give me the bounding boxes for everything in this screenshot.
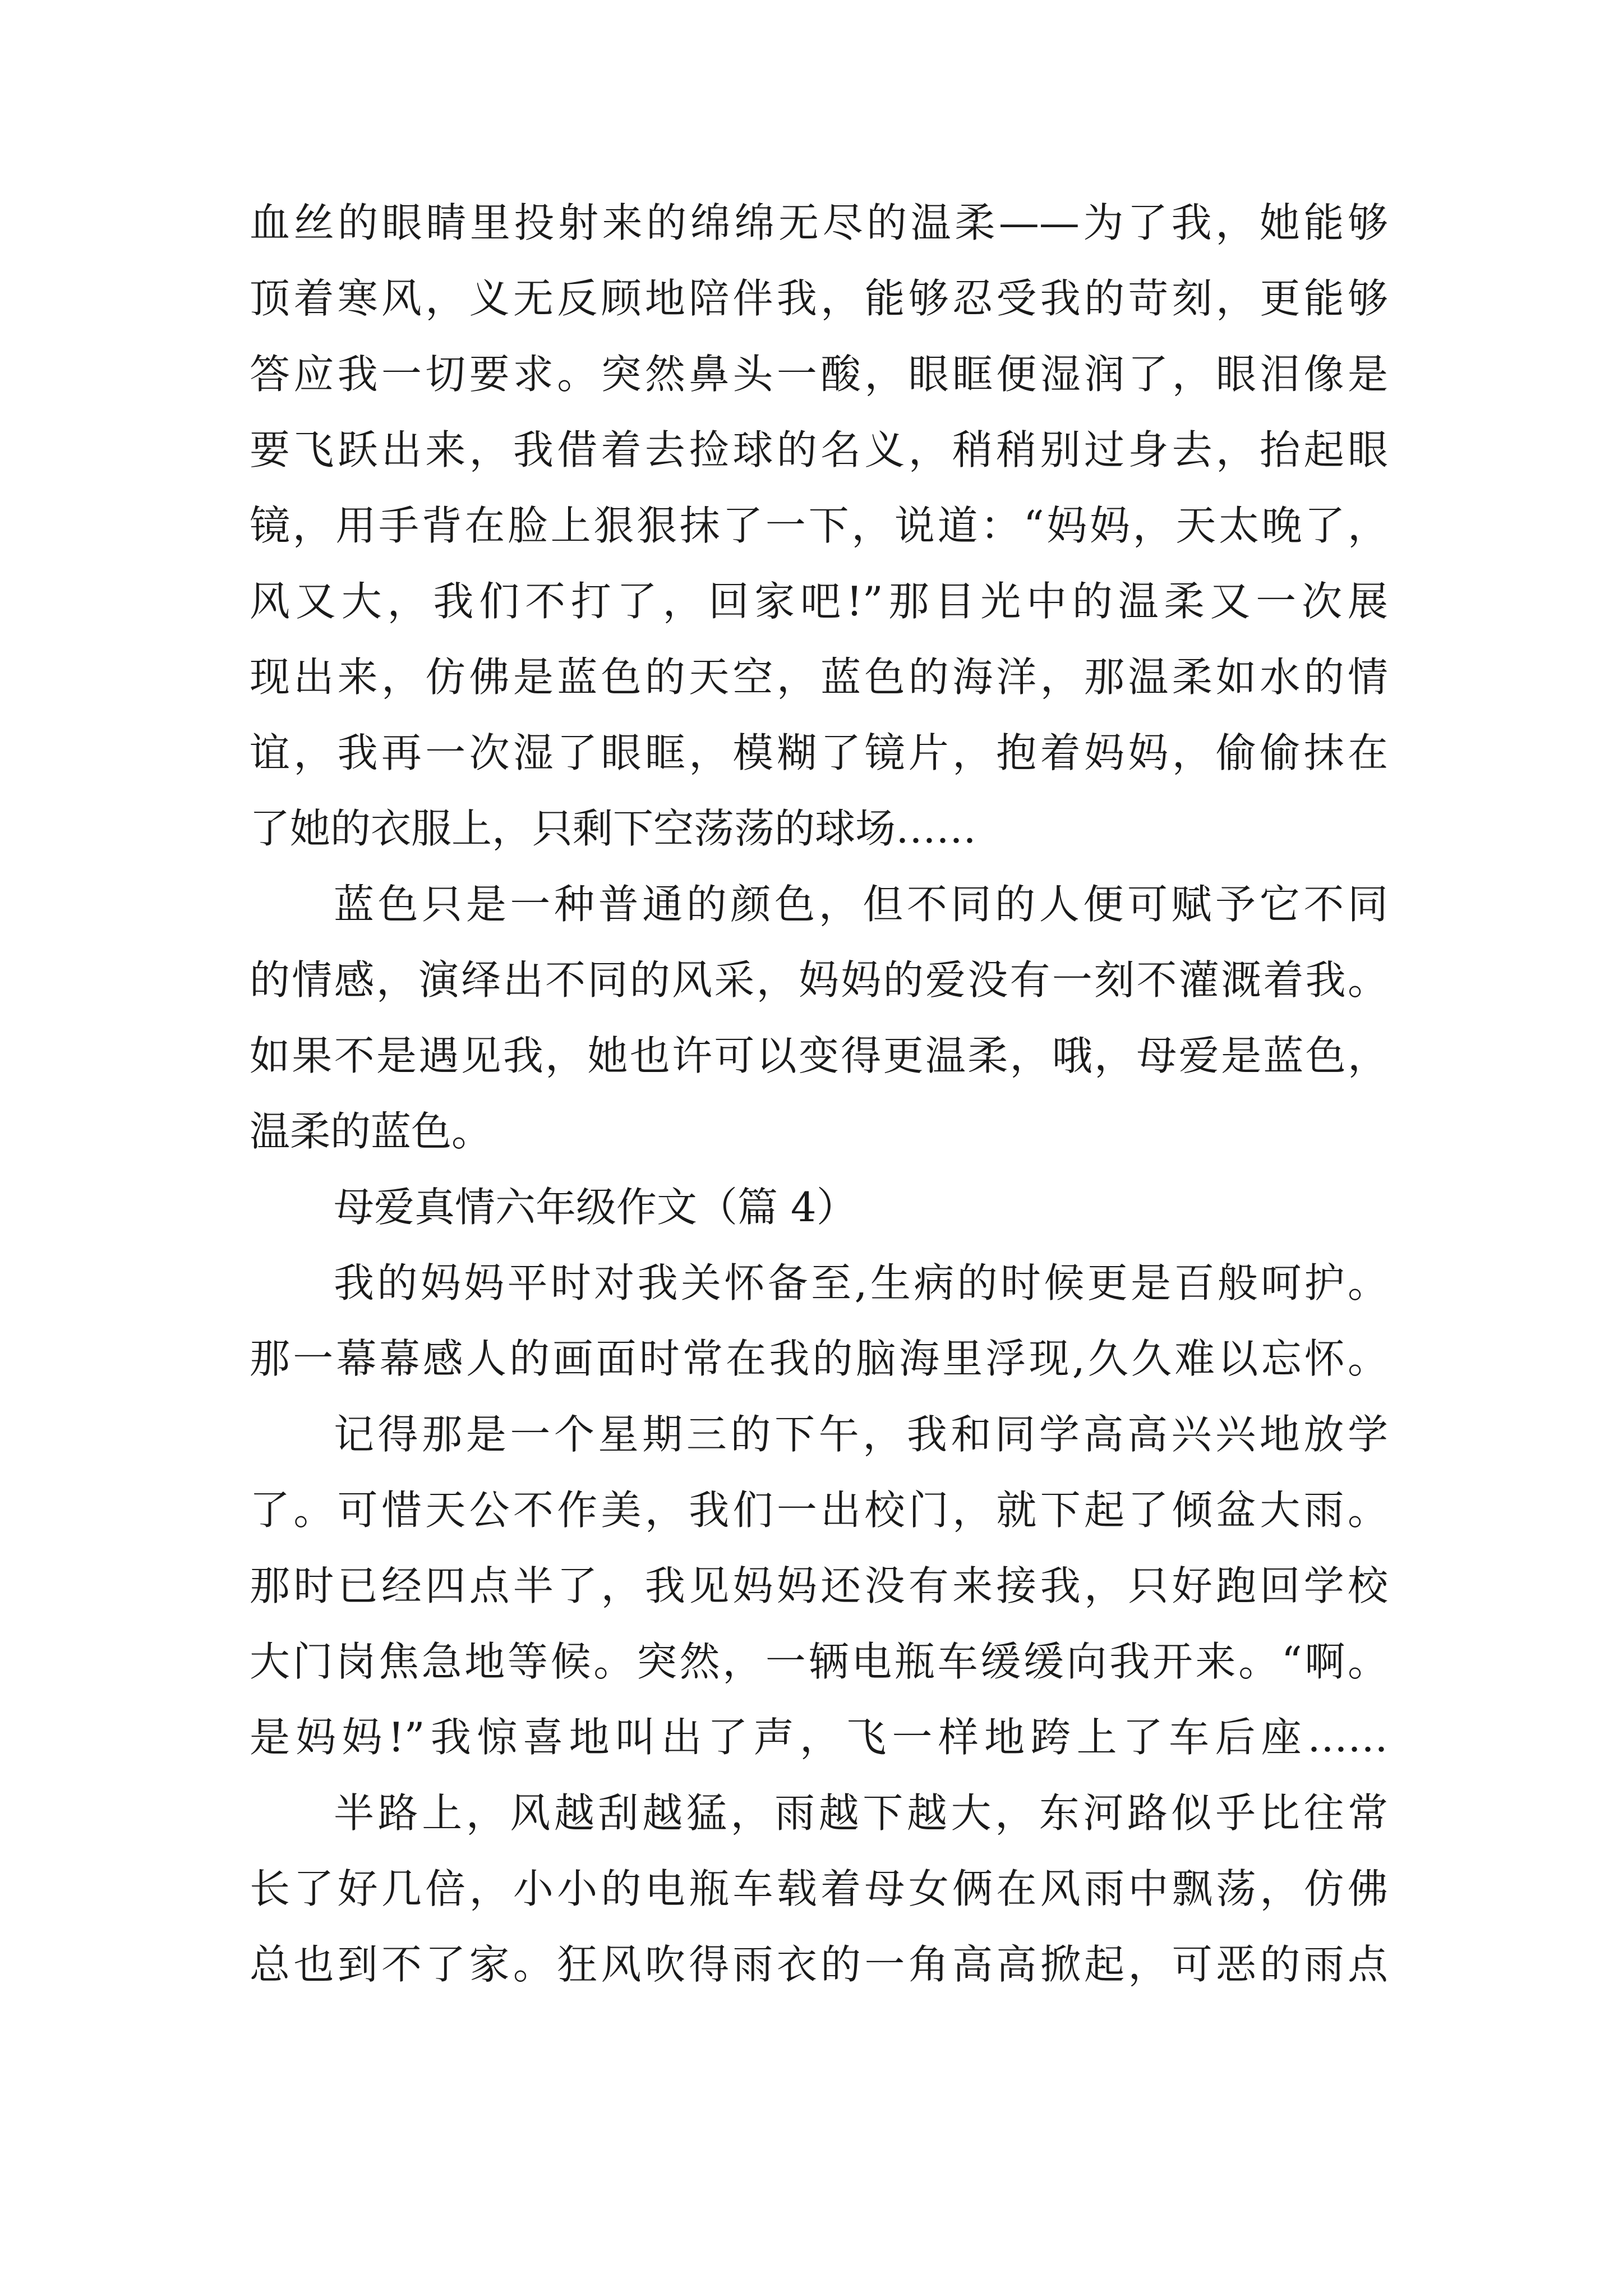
text-line: 大门岗焦急地等候。突然，一辆电瓶车缓缓向我开来。“啊。	[250, 1638, 1388, 1685]
text-line: 那一幕幕感人的画面时常在我的脑海里浮现,久久难以忘怀。	[250, 1335, 1388, 1382]
text-line: 那时已经四点半了，我见妈妈还没有来接我，只好跑回学校	[250, 1562, 1388, 1609]
text-line: 答应我一切要求。突然鼻头一酸，眼眶便湿润了，眼泪像是	[250, 351, 1388, 398]
paragraph-start-line: 我的妈妈平时对我关怀备至,生病的时候更是百般呵护。	[334, 1259, 1388, 1306]
text-line: 长了好几倍，小小的电瓶车载着母女俩在风雨中飘荡，仿佛	[250, 1865, 1388, 1912]
text-line: 的情感，演绎出不同的风采，妈妈的爱没有一刻不灌溉着我。	[250, 956, 1388, 1004]
document-body	[250, 185, 1388, 2003]
text-line: 温柔的蓝色。	[250, 1108, 492, 1155]
paragraph-start-line: 蓝色只是一种普通的颜色，但不同的人便可赋予它不同	[334, 881, 1388, 928]
paragraph-start-line: 半路上，风越刮越猛，雨越下越大，东河路似乎比往常	[334, 1789, 1388, 1837]
text-line: 谊，我再一次湿了眼眶，模糊了镜片，抱着妈妈，偷偷抹在	[250, 729, 1388, 776]
text-line: 了她的衣服上，只剩下空荡荡的球场……	[250, 805, 977, 852]
text-line: 了。可惜天公不作美，我们一出校门，就下起了倾盆大雨。	[250, 1487, 1388, 1534]
text-line: 血丝的眼睛里投射来的绵绵无尽的温柔——为了我，她能够	[250, 199, 1388, 246]
text-line: 镜，用手背在脸上狠狠抹了一下，说道：“妈妈，天太晚了，	[250, 502, 1388, 549]
text-line: 如果不是遇见我，她也许可以变得更温柔，哦，母爱是蓝色，	[250, 1032, 1388, 1079]
paragraph-start-line: 记得那是一个星期三的下午，我和同学高高兴兴地放学	[334, 1411, 1388, 1458]
text-line: 要飞跃出来，我借着去捡球的名义，稍稍别过身去，抬起眼	[250, 426, 1388, 473]
text-line: 现出来，仿佛是蓝色的天空，蓝色的海洋，那温柔如水的情	[250, 654, 1388, 701]
text-line: 风又大，我们不打了，回家吧!”那目光中的温柔又一次展	[250, 578, 1388, 625]
section-title: 母爱真情六年级作文（篇 4）	[334, 1184, 857, 1231]
text-line: 总也到不了家。狂风吹得雨衣的一角高高掀起，可恶的雨点	[250, 1941, 1388, 1988]
text-line: 顶着寒风，义无反顾地陪伴我，能够忍受我的苛刻，更能够	[250, 275, 1388, 322]
text-line: 是妈妈!”我惊喜地叫出了声，飞一样地跨上了车后座……	[250, 1714, 1388, 1761]
